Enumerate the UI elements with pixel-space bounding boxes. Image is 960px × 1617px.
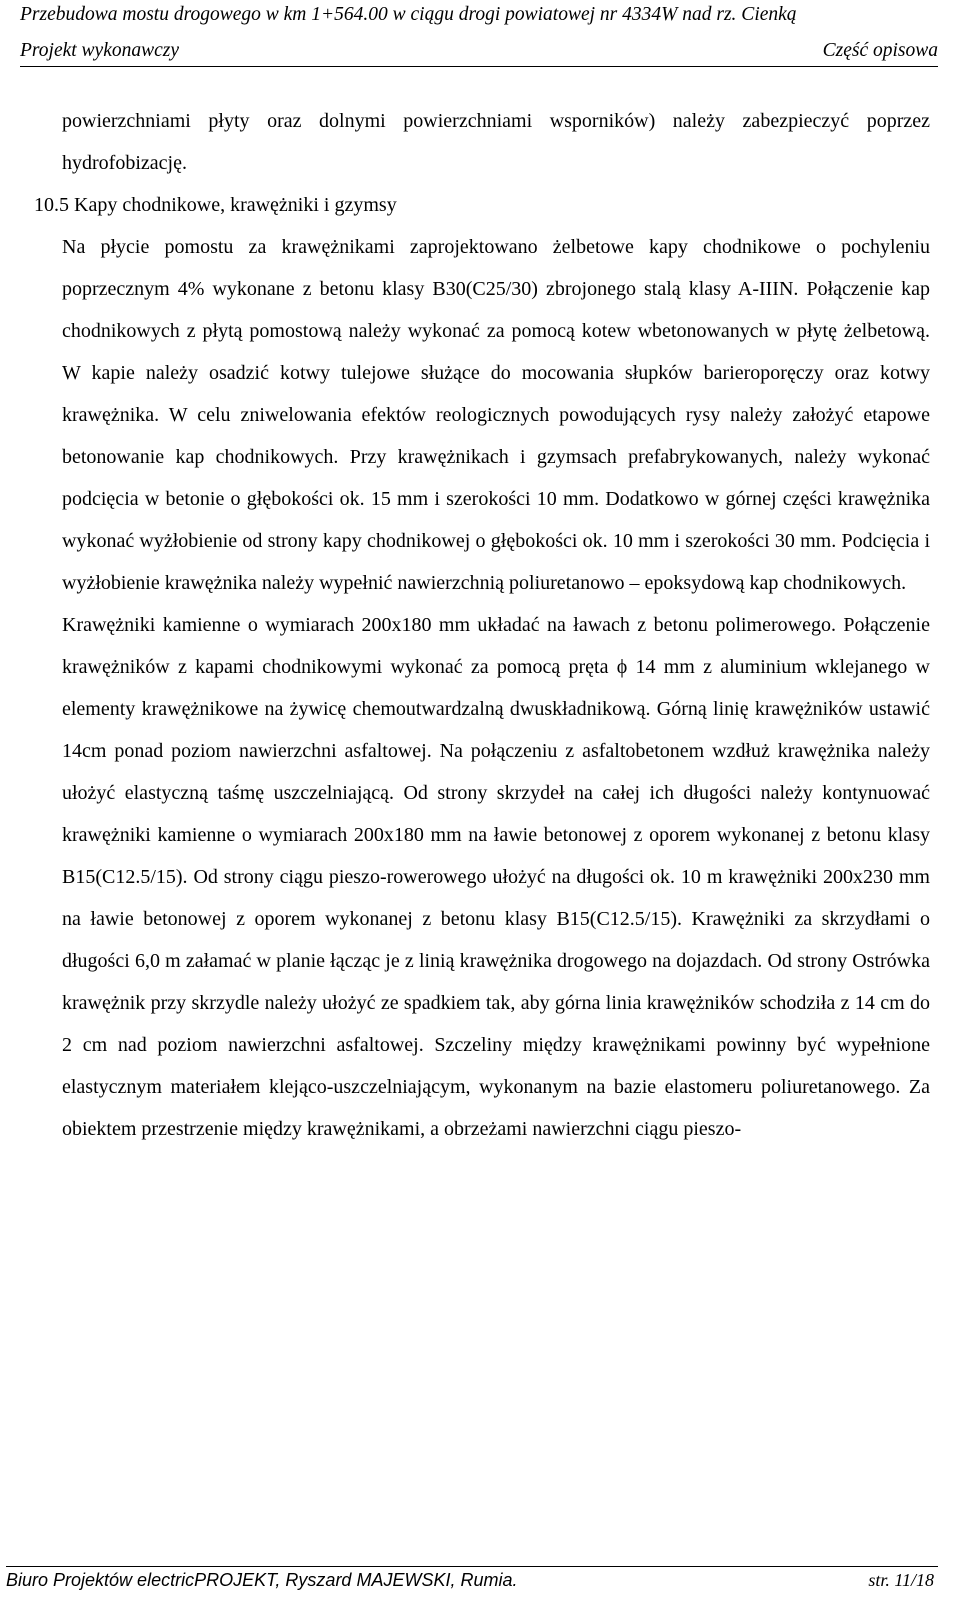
header-right-label: Część opisowa: [822, 40, 938, 61]
paragraph-kapy: Na płycie pomostu za krawężnikami zaprojektowano żelbetowe kapy chodnikowe o pochyleniu poprzecznym 4% wykonane z betonu klasy B30(C25/30) zbrojonego stalą klasy A-IIIN. Połączenie kap chodnikowych z płytą pomostową należy wykonać za pomocą kotew wbetonowanych w płytę żelbetową. W kapie należy osadzić kotwy tulejowe służące do mocowania słupków barieroporęczy oraz kotwy krawężnika. W celu zniwelowania efektów reologicznych powodujących rysy należy założyć etapowe betonowanie kap chodnikowych. Przy krawężnikach i gzymsach prefabrykowanych, należy wykonać podcięcia w betonie o głębokości ok. 15 mm i szerokości 10 mm. Dodatkowo w górnej części krawężnika wykonać wyżłobienie od strony kapy chodnikowej o głębokości ok. 10 mm i szerokości 30 mm. Podcięcia i wyżłobienie krawężnika należy wypełnić nawierzchnią poliuretanowo – epoksydową kap chodnikowych.: [62, 236, 930, 594]
footer-divider: [6, 1566, 938, 1567]
intro-paragraph: powierzchniami płyty oraz dolnymi powierzchniami wsporników) należy zabezpieczyć poprzez hydrofobizację.: [62, 110, 930, 174]
paragraph-krawezniki: Krawężniki kamienne o wymiarach 200x180 mm układać na ławach z betonu polimerowego. Połączenie krawężników z kapami chodnikowymi wykonać za pomocą pręta ϕ 14 mm z aluminium wklejanego w elementy krawężnikowe na żywicę chemoutwardzalną dwuskładnikową. Górną linię krawężników ustawić 14cm ponad poziom nawierzchni asfaltowej. Na połączeniu z asfaltobetonem wzdłuż krawężnika należy ułożyć elastyczną taśmę uszczelniającą. Od strony skrzydeł na całej ich długości należy kontynuować krawężniki kamienne o wymiarach 200x180 mm na ławie betonowej z oporem wykonanej z betonu klasy B15(C12.5/15). Od strony ciągu pieszo-rowerowego ułożyć na długości ok. 10 m krawężniki 200x230 mm na ławie betonowej z oporem wykonanej z betonu klasy B15(C12.5/15). Krawężniki za skrzydłami o długości 6,0 m załamać w planie łącząc je z linią krawężnika drogowego na dojazdach. Od strony Ostrówka krawężnik przy skrzydle należy ułożyć ze spadkiem tak, aby górna linia krawężników schodziła z 14 cm do 2 cm nad poziom nawierzchni asfaltowej. Szczeliny między krawężnikami powinny być wypełnione elastycznym materiałem klejąco-uszczelniającym, wykonanym na bazie elastomeru poliuretanowego. Za obiektem przestrzenie między krawężnikami, a obrzeżami nawierzchni ciągu pieszo-: [62, 614, 930, 1140]
header-title: Przebudowa mostu drogowego w km 1+564.00 w ciągu drogi powiatowej nr 4334W nad rz. Cienką: [20, 4, 797, 25]
header-divider: [20, 66, 938, 67]
header-left-label: Projekt wykonawczy: [20, 40, 180, 61]
page-number: str. 11/18: [868, 1570, 934, 1590]
footer-company: Biuro Projektów electricPROJEKT, Ryszard MAJEWSKI, Rumia.: [6, 1570, 518, 1590]
section-heading: 10.5 Kapy chodnikowe, krawężniki i gzymsy: [34, 194, 397, 216]
document-body: [34, 100, 930, 1150]
page-footer: [6, 1570, 934, 1591]
header-subline: [20, 40, 938, 62]
